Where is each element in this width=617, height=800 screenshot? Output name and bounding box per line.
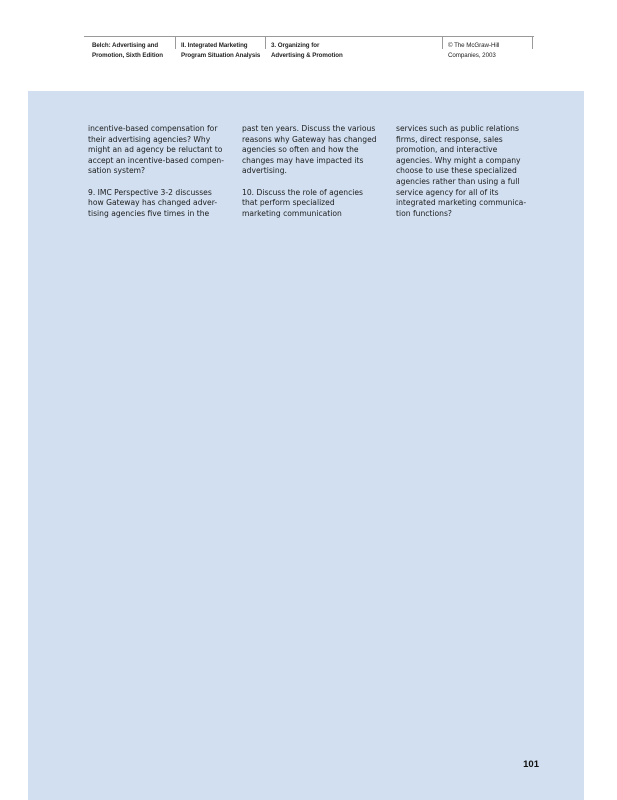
paragraph: 10. Discuss the role of agencies that perform specialized marketing communication xyxy=(242,187,363,218)
text-column-2 xyxy=(242,124,386,219)
header-divider xyxy=(265,37,266,49)
text-column-3 xyxy=(396,124,540,219)
page-number: 101 xyxy=(523,759,539,770)
header-chapter-title: 3. Organizing for Advertising & Promotion xyxy=(271,42,343,59)
header-part-title: II. Integrated Marketing Program Situation Analysis xyxy=(181,42,261,59)
paragraph: past ten years. Discuss the various reasons why Gateway has changed agencies so often and how the changes may have impacted its advertising. xyxy=(242,124,377,176)
header-divider xyxy=(532,37,533,49)
paragraph: incentive-based compensation for their advertising agencies? Why might an ad agency be reluctant to accept an incentive-based compen- sation system? xyxy=(88,124,224,176)
running-header xyxy=(84,36,534,65)
header-book-title: Belch: Advertising and Promotion, Sixth Edition xyxy=(92,42,163,59)
header-divider xyxy=(175,37,176,49)
header-divider xyxy=(442,37,443,49)
text-column-1 xyxy=(88,124,232,219)
paragraph: services such as public relations firms, direct response, sales promotion, and interactive agencies. Why might a company choose to use these specialized agencies rather than using a full service agency for all of its integrated marketing communica- tion functions? xyxy=(396,124,527,218)
paragraph: 9. IMC Perspective 3-2 discusses how Gateway has changed adver- tising agencies five times in the xyxy=(88,187,218,218)
header-copyright: © The McGraw-Hill Companies, 2003 xyxy=(448,42,500,59)
